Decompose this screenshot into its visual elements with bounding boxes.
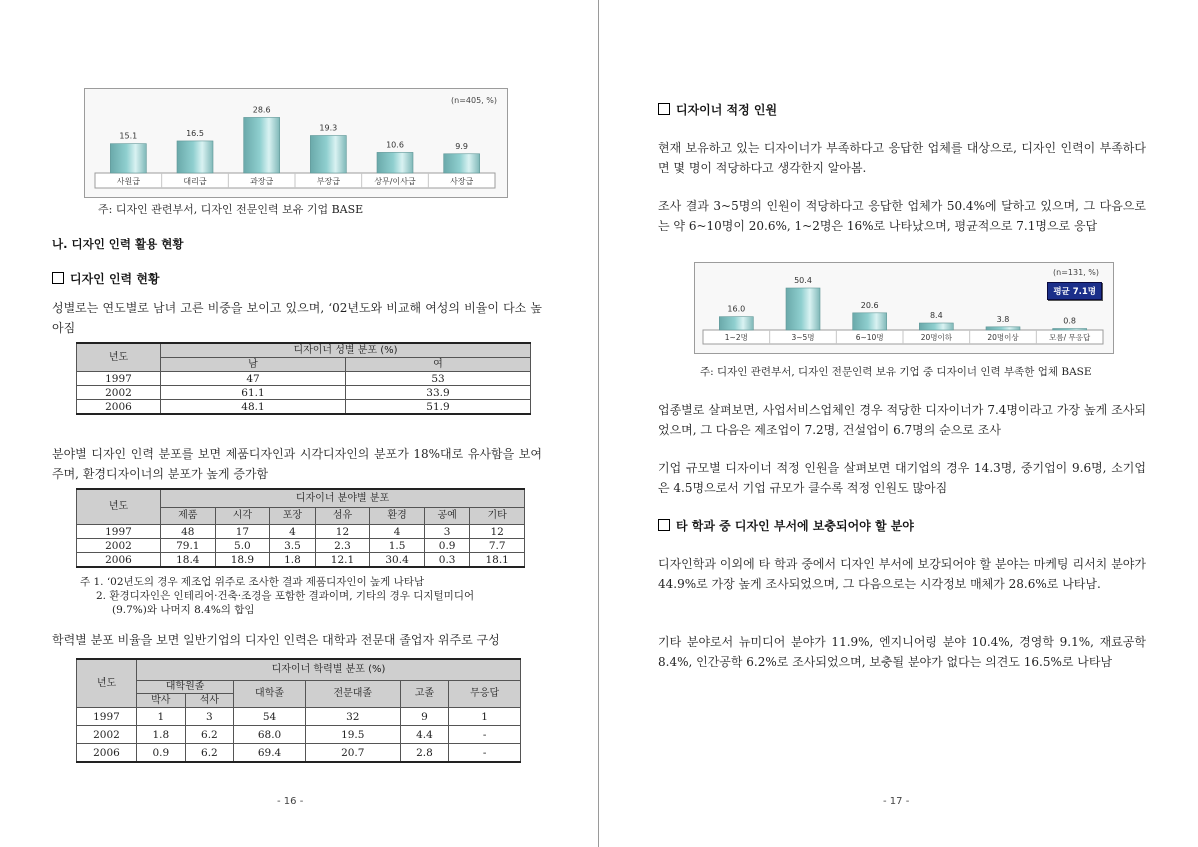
table-cell: 1 xyxy=(449,708,521,726)
group-header: 디자이너 성별 분포 (%) xyxy=(161,343,531,358)
checkbox-square-icon xyxy=(658,519,670,531)
data-label: 3.8 xyxy=(996,314,1010,324)
page-16 xyxy=(0,0,598,847)
table-cell: 1.8 xyxy=(270,553,316,568)
subsection-title-text: 디자인 인력 현황 xyxy=(70,272,160,286)
table-cell: 12 xyxy=(470,525,525,539)
year-cell: 1997 xyxy=(77,708,137,726)
table-cell: 53 xyxy=(346,372,531,386)
table-cell: 1.8 xyxy=(137,726,186,744)
col-environment: 환경 xyxy=(370,508,425,525)
table-cell: 12 xyxy=(315,525,370,539)
subsection-title-text: 타 학과 중 디자인 부서에 보충되어야 할 분야 xyxy=(676,519,914,533)
data-label: 15.1 xyxy=(119,131,138,141)
bar xyxy=(986,327,1020,330)
year-cell: 2002 xyxy=(77,539,161,553)
data-label: 9.9 xyxy=(455,141,469,151)
bar xyxy=(719,317,753,330)
page-number: - 16 - xyxy=(277,796,304,807)
education-table xyxy=(76,658,521,763)
bar xyxy=(377,152,413,173)
category-label: 부장급 xyxy=(316,177,340,186)
other-fields-paragraph-2: 기타 분야로서 뉴미디어 분야가 11.9%, 엔지니어링 분야 10.4%, 경영학 9.1%, 재료공학 8.4%, 인간공학 6.2%로 조사되었으며, 보충될 분야가 없다는 의견도 16.5%로 나타남 xyxy=(658,635,1146,669)
table-cell: 1 xyxy=(137,708,186,726)
chart-sample-note: (n=405, %) xyxy=(451,96,497,105)
col-packaging: 포장 xyxy=(270,508,316,525)
subsection-title-text: 디자이너 적정 인원 xyxy=(676,103,778,117)
table-cell: 0.9 xyxy=(424,539,470,553)
table-row xyxy=(77,400,531,415)
col-male: 남 xyxy=(161,358,346,372)
table-row xyxy=(77,372,531,386)
staffing-paragraph-1: 현재 보유하고 있는 디자이너가 부족하다고 응답한 업체를 대상으로, 디자인 인력이 부족하다면 몇 명이 적당하다고 생각한지 알아봄. xyxy=(658,141,1146,175)
bar xyxy=(444,154,480,173)
note-2: 2. 환경디자인은 인테리어·건축·조경을 포함한 결과이며, 기타의 경우 디지털미디어 xyxy=(96,590,475,602)
col-no-answer: 무응답 xyxy=(449,681,521,708)
subsection-title xyxy=(52,270,160,287)
table-cell: 33.9 xyxy=(346,386,531,400)
category-label: 6~10명 xyxy=(855,333,884,342)
table-cell: 47 xyxy=(161,372,346,386)
note-2-cont: (9.7%)와 나머지 8.4%의 합임 xyxy=(112,604,255,616)
year-cell: 2006 xyxy=(77,553,161,568)
page-number: - 17 - xyxy=(883,796,910,807)
col-highschool: 고졸 xyxy=(400,681,449,708)
average-badge: 평균 7.1명 xyxy=(1047,282,1102,300)
category-label: 대리급 xyxy=(183,177,207,186)
table-cell: 6.2 xyxy=(185,726,234,744)
company-size-paragraph: 기업 규모별 디자이너 적정 인원을 살펴보면 대기업의 경우 14.3명, 중기업이 9.6명, 소기업은 4.5명으로서 기업 규모가 클수록 적정 인원도 많아짐 xyxy=(658,461,1146,495)
data-label: 10.6 xyxy=(386,140,404,150)
col-female: 여 xyxy=(346,358,531,372)
table-cell: 2.8 xyxy=(400,744,449,763)
table-cell: 30.4 xyxy=(370,553,425,568)
chart-sample-note: (n=131, %) xyxy=(1053,268,1099,277)
data-label: 0.8 xyxy=(1063,316,1077,326)
page-17 xyxy=(600,0,1198,847)
note-1: 주 1. ‘02년도의 경우 제조업 위주로 조사한 결과 제품디자인이 높게 나타남 xyxy=(80,576,425,588)
group-header: 디자이너 학력별 분포 (%) xyxy=(137,659,521,681)
table-cell: 18.9 xyxy=(215,553,270,568)
table-cell: 48 xyxy=(161,525,216,539)
field-paragraph: 분야별 디자인 인력 분포를 보면 제품디자인과 시각디자인의 분포가 18%대로 유사함을 보여주며, 환경디자이너의 분포가 높게 증가함 xyxy=(52,447,542,481)
bar xyxy=(919,323,953,330)
grad-header: 대학원졸 xyxy=(137,681,234,694)
checkbox-square-icon xyxy=(52,272,64,284)
other-fields-paragraph-1: 디자인학과 이외에 타 학과 중에서 디자인 부서에 보강되어야 할 분야는 마케팅 리서치 분야가 44.9%로 가장 높게 조사되었으며, 그 다음으로는 시각정보 매체가 28.6%로 나타남. xyxy=(658,557,1146,591)
data-label: 19.3 xyxy=(319,123,338,133)
table-cell: 2.3 xyxy=(315,539,370,553)
table-cell: 19.5 xyxy=(305,726,400,744)
table-cell: 4.4 xyxy=(400,726,449,744)
year-cell: 2002 xyxy=(77,726,137,744)
table-cell: 79.1 xyxy=(161,539,216,553)
year-cell: 2002 xyxy=(77,386,161,400)
bar xyxy=(1053,329,1087,331)
table-cell: 32 xyxy=(305,708,400,726)
table-cell: 54 xyxy=(234,708,306,726)
table-row xyxy=(77,386,531,400)
headcount-bar-chart xyxy=(694,262,1114,354)
table-cell: - xyxy=(449,726,521,744)
table-cell: 12.1 xyxy=(315,553,370,568)
col-college: 전문대졸 xyxy=(305,681,400,708)
data-label: 50.4 xyxy=(794,276,812,285)
data-label: 8.4 xyxy=(929,311,943,320)
group-header: 디자이너 분야별 분포 xyxy=(161,489,525,508)
table-cell: 61.1 xyxy=(161,386,346,400)
table-cell: 0.9 xyxy=(137,744,186,763)
table-row xyxy=(77,708,521,726)
table-cell: 18.1 xyxy=(470,553,525,568)
table-cell: 4 xyxy=(370,525,425,539)
table-cell: 9 xyxy=(400,708,449,726)
col-masters: 석사 xyxy=(185,694,234,708)
col-product: 제품 xyxy=(161,508,216,525)
table-cell: 0.3 xyxy=(424,553,470,568)
section-title: 나. 디자인 인력 활용 현황 xyxy=(52,237,184,251)
table-cell: 7.7 xyxy=(470,539,525,553)
data-label: 16.0 xyxy=(727,304,746,314)
subsection-title-staffing xyxy=(658,101,777,118)
col-craft: 공예 xyxy=(424,508,470,525)
year-cell: 2006 xyxy=(77,744,137,763)
table-cell: 51.9 xyxy=(346,400,531,415)
chart-source-note: 주: 디자인 관련부서, 디자인 전문인력 보유 기업 중 디자이너 인력 부족한 업체 BASE xyxy=(700,366,1092,378)
table-cell: 48.1 xyxy=(161,400,346,415)
year-cell: 2006 xyxy=(77,400,161,415)
data-label: 20.6 xyxy=(860,300,879,310)
checkbox-square-icon xyxy=(658,103,670,115)
table-cell: 69.4 xyxy=(234,744,306,763)
gender-table xyxy=(76,342,531,415)
col-visual: 시각 xyxy=(215,508,270,525)
table-cell: 3.5 xyxy=(270,539,316,553)
table-row xyxy=(77,744,521,763)
category-label: 20명이하 xyxy=(920,333,952,342)
category-label: 20명이상 xyxy=(987,333,1019,342)
year-cell: 1997 xyxy=(77,525,161,539)
category-label: 1~2명 xyxy=(724,333,748,342)
table-cell: 5.0 xyxy=(215,539,270,553)
table-row xyxy=(77,525,525,539)
col-university: 대학졸 xyxy=(234,681,306,708)
table-cell: 6.2 xyxy=(185,744,234,763)
table-cell: 1.5 xyxy=(370,539,425,553)
table-cell: 4 xyxy=(270,525,316,539)
page-divider xyxy=(598,0,599,847)
position-bar-chart xyxy=(84,88,508,198)
bar xyxy=(786,288,820,330)
data-label: 28.6 xyxy=(252,105,271,115)
table-cell: 68.0 xyxy=(234,726,306,744)
position-bar-chart-svg xyxy=(85,89,507,197)
bar xyxy=(177,141,213,173)
table-cell: 3 xyxy=(185,708,234,726)
bar xyxy=(310,136,346,173)
bar xyxy=(853,313,887,330)
education-paragraph: 학력별 분포 비율을 보면 일반기업의 디자인 인력은 대학과 전문대 졸업자 위주로 구성 xyxy=(52,633,500,647)
table-cell: 18.4 xyxy=(161,553,216,568)
category-label: 모름/ 무응답 xyxy=(1049,333,1091,342)
year-header: 년도 xyxy=(77,659,137,708)
staffing-paragraph-2: 조사 결과 3~5명의 인원이 적당하다고 응답한 업체가 50.4%에 달하고 있으며, 그 다음으로는 약 6~10명이 20.6%, 1~2명은 16%로 나타났으며, 평균적으로 7.1명으로 응답 xyxy=(658,199,1146,233)
col-textile: 섬유 xyxy=(315,508,370,525)
subsection-title-other-fields xyxy=(658,517,914,534)
data-label: 16.5 xyxy=(186,128,204,138)
year-header: 년도 xyxy=(77,343,161,372)
col-other: 기타 xyxy=(470,508,525,525)
category-label: 사장급 xyxy=(450,177,474,186)
industry-paragraph: 업종별로 살펴보면, 사업서비스업체인 경우 적당한 디자이너가 7.4명이라고 가장 높게 조사되었으며, 그 다음은 제조업이 7.2명, 건설업이 6.7명의 순으로 조사 xyxy=(658,403,1146,437)
year-header: 년도 xyxy=(77,489,161,525)
chart-source-note: 주: 디자인 관련부서, 디자인 전문인력 보유 기업 BASE xyxy=(98,203,364,216)
bar xyxy=(244,117,280,173)
table-cell: 20.7 xyxy=(305,744,400,763)
gender-paragraph: 성별로는 연도별로 남녀 고른 비중을 보이고 있으며, ‘02년도와 비교해 여성의 비율이 다소 높아짐 xyxy=(52,301,542,335)
bar xyxy=(110,144,146,173)
category-label: 과장급 xyxy=(250,177,274,186)
year-cell: 1997 xyxy=(77,372,161,386)
table-notes xyxy=(80,575,550,617)
category-label: 상무/이사급 xyxy=(374,177,416,186)
headcount-bar-chart-svg xyxy=(695,263,1113,353)
category-label: 3~5명 xyxy=(791,333,815,342)
table-cell: 17 xyxy=(215,525,270,539)
category-label: 사원급 xyxy=(116,177,140,186)
table-row xyxy=(77,726,521,744)
table-cell: - xyxy=(449,744,521,763)
table-cell: 3 xyxy=(424,525,470,539)
table-row xyxy=(77,553,525,568)
field-table xyxy=(76,488,525,568)
col-phd: 박사 xyxy=(137,694,186,708)
table-row xyxy=(77,539,525,553)
